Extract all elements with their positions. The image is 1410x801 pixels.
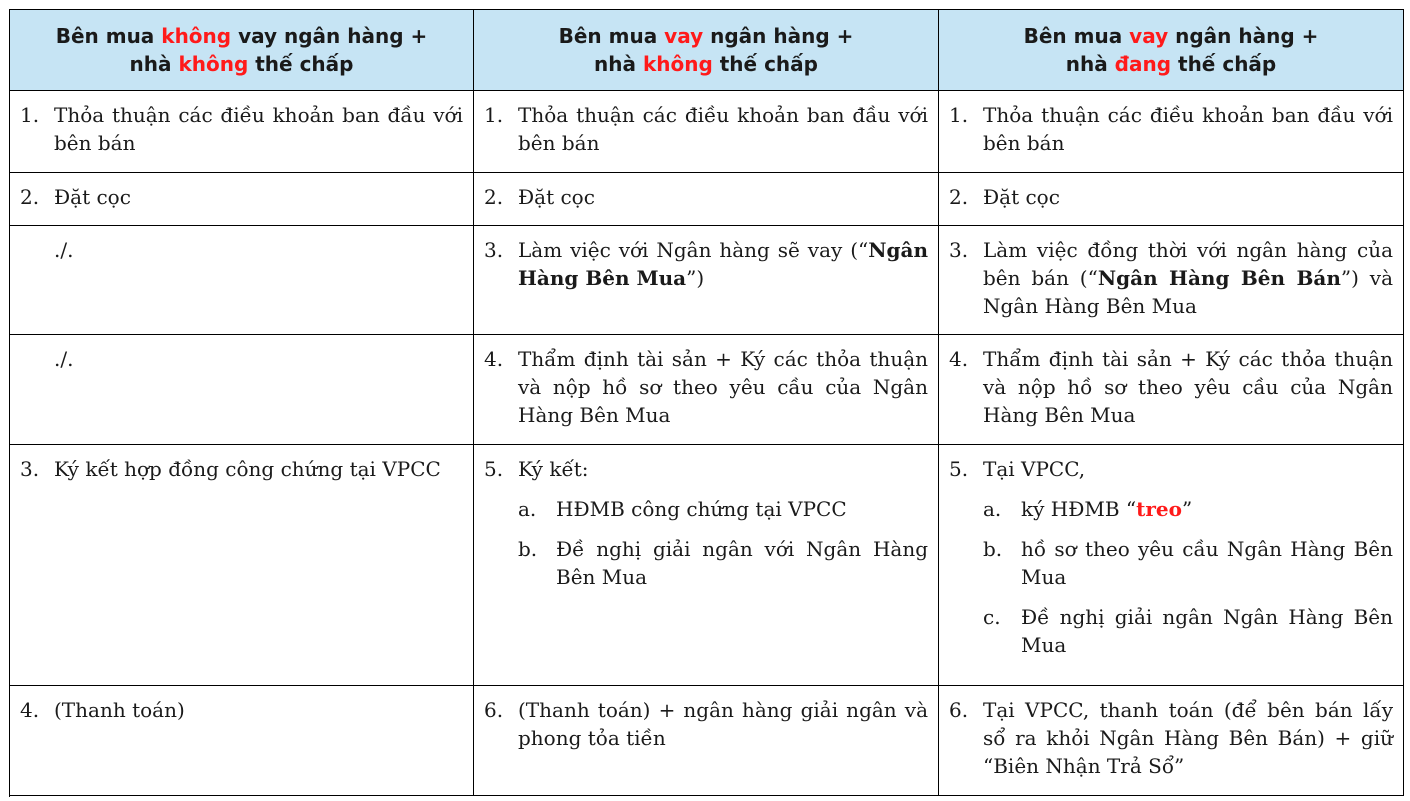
highlighted-term: treo xyxy=(1136,497,1182,521)
header-highlight: đang xyxy=(1114,52,1172,76)
list-item xyxy=(949,696,1393,780)
item-text: Thỏa thuận các điều khoản ban đầu với bên bán xyxy=(518,103,928,155)
item-text: (Thanh toán) xyxy=(54,698,185,722)
list-item xyxy=(20,455,463,483)
item-text xyxy=(983,236,1393,320)
table-cell xyxy=(939,173,1404,226)
item-text xyxy=(518,236,928,292)
header-text: thế chấp xyxy=(712,52,818,76)
table-cell xyxy=(474,226,939,335)
list-item xyxy=(20,696,463,724)
item-number: 2. xyxy=(484,185,504,209)
list-item xyxy=(949,236,1393,320)
table-cell xyxy=(939,686,1404,796)
list-item xyxy=(484,183,928,211)
table-cell xyxy=(10,686,474,796)
item-text: Thẩm định tài sản + Ký các thỏa thuận và nộp hồ sơ theo yêu cầu của Ngân Hàng Bên Mua xyxy=(983,347,1393,427)
item-text: Ký kết: xyxy=(518,457,589,481)
item-number: 2. xyxy=(949,185,969,209)
item-text: (Thanh toán) + ngân hàng giải ngân và phong tỏa tiền xyxy=(518,698,928,750)
sub-item-text xyxy=(1021,495,1393,523)
header-loan-with-mortgage xyxy=(939,10,1404,91)
item-number: 1. xyxy=(949,103,969,127)
item-text-part: ”) xyxy=(686,266,705,290)
list-item xyxy=(484,696,928,752)
item-text: Thỏa thuận các điều khoản ban đầu với bên bán xyxy=(54,103,463,155)
item-text: Thẩm định tài sản + Ký các thỏa thuận và nộp hồ sơ theo yêu cầu của Ngân Hàng Bên Mua xyxy=(518,347,928,427)
header-text: Bên mua xyxy=(55,24,162,48)
header-no-loan-no-mortgage xyxy=(10,10,474,91)
sub-item-text: Đề nghị giải ngân với Ngân Hàng Bên Mua xyxy=(556,537,928,589)
sub-item-letter: b. xyxy=(983,537,1003,561)
header-highlight: vay xyxy=(1129,24,1169,48)
item-text: Tại VPCC, thanh toán (để bên bán lấy sổ ra khỏi Ngân Hàng Bên Bán) + giữ “Biên Nhận Trả Sổ” xyxy=(983,698,1393,778)
item-number: 3. xyxy=(949,238,969,262)
item-number: 5. xyxy=(484,457,504,481)
item-number: 3. xyxy=(20,457,40,481)
item-text: Thỏa thuận các điều khoản ban đầu với bên bán xyxy=(983,103,1393,155)
header-text: Bên mua xyxy=(558,24,665,48)
item-number: 5. xyxy=(949,457,969,481)
header-text: Bên mua xyxy=(1023,24,1130,48)
list-item xyxy=(949,183,1393,211)
list-item xyxy=(484,101,928,157)
header-text: ngân hàng + xyxy=(703,24,854,48)
header-text: nhà xyxy=(594,52,643,76)
item-text: Đặt cọc xyxy=(983,185,1060,209)
list-item xyxy=(949,345,1393,429)
item-number: 1. xyxy=(20,103,40,127)
table-cell xyxy=(939,226,1404,335)
defined-term: Ngân Hàng Bên Mua xyxy=(518,238,928,290)
table-cell xyxy=(10,91,474,173)
table-cell xyxy=(939,335,1404,445)
table-cell xyxy=(474,91,939,173)
header-text: nhà xyxy=(129,52,179,76)
sub-item-letter: a. xyxy=(983,497,1002,521)
sub-item-letter: c. xyxy=(983,605,1001,629)
item-text: Đặt cọc xyxy=(518,185,595,209)
list-item xyxy=(949,455,1393,483)
sub-list-item xyxy=(949,603,1393,659)
item-number: 4. xyxy=(484,347,504,371)
header-highlight: không xyxy=(161,24,232,48)
item-number: 4. xyxy=(949,347,969,371)
sub-list-item xyxy=(484,495,928,523)
header-highlight: vay xyxy=(664,24,704,48)
header-text: ngân hàng + xyxy=(1168,24,1319,48)
list-item xyxy=(484,455,928,483)
table-cell xyxy=(474,335,939,445)
sub-item-letter: b. xyxy=(518,537,538,561)
table-cell xyxy=(474,686,939,796)
header-text: thế chấp xyxy=(1171,52,1277,76)
sub-list-item xyxy=(949,495,1393,523)
item-text-part: Làm việc với Ngân hàng sẽ vay (“ xyxy=(518,238,869,262)
table-cell xyxy=(474,173,939,226)
list-item xyxy=(484,345,928,429)
sub-list-item xyxy=(949,535,1393,591)
sub-item-letter: a. xyxy=(518,497,537,521)
header-highlight: không xyxy=(642,52,713,76)
not-applicable-mark: ./. xyxy=(54,238,74,262)
item-text-part: Làm việc đồng thời với ngân hàng của bên bán (“ xyxy=(983,238,1393,290)
table-cell xyxy=(939,445,1404,686)
header-text: thế chấp xyxy=(248,52,354,76)
table-cell xyxy=(939,91,1404,173)
sub-item-text-part: ” xyxy=(1181,497,1193,521)
item-number: 6. xyxy=(484,698,504,722)
item-number: 6. xyxy=(949,698,969,722)
list-item xyxy=(20,101,463,157)
item-number: 4. xyxy=(20,698,40,722)
table-cell xyxy=(10,335,474,445)
sub-item-text: Đề nghị giải ngân Ngân Hàng Bên Mua xyxy=(1021,605,1393,657)
list-item xyxy=(949,101,1393,157)
header-loan-no-mortgage xyxy=(474,10,939,91)
item-text: Ký kết hợp đồng công chứng tại VPCC xyxy=(54,457,441,481)
not-applicable-mark: ./. xyxy=(54,347,74,371)
table-cell xyxy=(10,445,474,686)
table-cell xyxy=(10,173,474,226)
sub-item-text-part: ký HĐMB “ xyxy=(1021,497,1137,521)
list-item xyxy=(20,183,463,211)
table-cell xyxy=(474,445,939,686)
item-number: 2. xyxy=(20,185,40,209)
sub-list-item xyxy=(484,535,928,591)
table-cell xyxy=(10,226,474,335)
sub-item-text: hồ sơ theo yêu cầu Ngân Hàng Bên Mua xyxy=(1021,537,1393,589)
item-text: Tại VPCC, xyxy=(983,457,1086,481)
item-text-part: ”) và Ngân Hàng Bên Mua xyxy=(983,266,1393,318)
sub-item-text: HĐMB công chứng tại VPCC xyxy=(556,497,847,521)
item-number: 3. xyxy=(484,238,504,262)
item-number: 1. xyxy=(484,103,504,127)
header-text: nhà xyxy=(1065,52,1115,76)
item-text: Đặt cọc xyxy=(54,185,131,209)
defined-term: Ngân Hàng Bên Bán xyxy=(1097,266,1341,290)
process-comparison-table xyxy=(9,9,1404,797)
list-item xyxy=(484,236,928,292)
header-text: vay ngân hàng + xyxy=(231,24,428,48)
header-highlight: không xyxy=(178,52,249,76)
